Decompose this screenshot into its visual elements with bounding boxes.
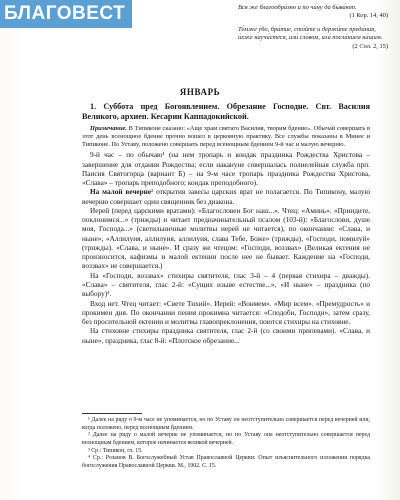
site-logo[interactable]: БЛАГОВЕСТ xyxy=(0,0,132,28)
footnote-2: ² Далее на ряду о малой вечерне не упоминается, но по Уставу она неотступительно совершается перед всенощным бдением, которое начинается великой вечерней. xyxy=(82,432,370,447)
footnote-1: ¹ Далее на ряду о 9-м часе не упоминается, но по Уставу он неотступительно совершается перед вечерней или, когда положено, перед всенощным бдением. xyxy=(82,417,370,431)
footnotes xyxy=(82,417,370,471)
paragraph-priest: Иерей (перед царскими вратами): «Благословен Бог наш...». Чтец: «Аминь». «Приидите, поклонимся...» (трижды) и читает предначинательный псалом (103-й): «Благослови, душе моя, Господа...» (светильничные молитвы иерей не читается), по окончании: «Слава, и ныне», «Аллилуия, аллилуия, аллилуия, слава Тебе, Боже» (трижды), «Господи, помилуй» (трижды). «Слава, и ныне». И сразу же чтецом: «Господи, воззвах» (Великая ектения не произносится, кафизмы и малой ектении после нее не бывает. Каждение на «Господи, воззвах» не совершается.) xyxy=(82,206,370,271)
service-text xyxy=(82,102,370,346)
month-heading: ЯНВАРЬ xyxy=(179,87,221,97)
epigraph-quote-2: Те́мже у́бо, бра́тие, сто́йте и держи́те преда́ния, и́хже научи́стеся, или́ сло́вом, или́ посла́нием на́шим. xyxy=(238,25,383,42)
paragraph-aposticha: На стиховне стихиры праздника святителя, глас 2-й (со своими припевами). «Слава, и ныне», праздника, глас 8-й: «Плотское обрезание... xyxy=(82,327,370,345)
footnote-4: ⁴ Ср.: Розанов В. Богослужебный Устав Православной Церкви: Опыт изъяснительного изложения порядка богослужения Православной Церкви. М., 1902. С. 15. xyxy=(82,455,370,470)
epigraph-reference-2: (2 Сол. 2, 15) xyxy=(352,42,388,50)
epigraph xyxy=(238,4,388,56)
footnote-3: ³ Ср.: Типикон, гл. 15. xyxy=(88,447,143,454)
paragraph-ninth-hour: 9-й час – по обычаю¹ (на нем тропарь и кондак праздника Рождества Христова – завершение для отдания Рождества; если накануне совершалась полиелейная служба прп. Паисия Святогорца (вариант Б) – на 9-м часе тропарь праздника Рождества Христова, «Слава» – тропарь преподобного; кондак преподобного). xyxy=(82,151,370,188)
service-title: 1. Суббота пред Богоявлением. Обрезание Господне. Свт. Василия Великого, архиеп. Кесарии Каппадокийской. xyxy=(82,102,370,121)
small-vespers-lead: На малой вечерне xyxy=(90,188,152,197)
footnote-divider xyxy=(82,413,142,414)
paragraph-lord-i-call: На «Господи, воззвах» стихиры святителя, глас 3-й – 4 (первая стихира – дважды). «Слава» – святителя, глас 2-й: «Сущих изыве естестве...», «И ныне» – праздника (по выбору)³. xyxy=(82,271,370,299)
epigraph-reference-1: (1 Кор. 14, 40) xyxy=(349,12,388,20)
note-text: В Типиконе сказано: «Аще храм святаго Василия, творим бдение». Обычай совершать в этот день всенощное бдение прочно вошел в церковную практику. Все службы показаны в Минее и Типиконе. По Уставу, положено совершать перед всенощным бдением 9-й час и малую вечерню. xyxy=(82,124,370,149)
epigraph-quote-1: Вся же благообра́зно и по чи́ну да быва́ют. xyxy=(238,4,357,11)
paragraph-small-vespers xyxy=(82,188,370,207)
note-label: Примечание. xyxy=(90,124,127,132)
paragraph-entrance: Вход нет. Чтец читает: «Свете Тихий». Иерей: «Вонмем». «Мир всем». «Премудрость» и прокимен дня. По окончании пения прокимна читается: «Сподоби, Господи», затем сразу, без просительной ектении и молитвы главопреклонения, поются стихиры на стиховне. xyxy=(82,299,370,327)
note-paragraph xyxy=(82,125,370,150)
small-vespers-text: ² открытия завесы царских врат не полагается. По Типикону, малую вечерню совершает один священник без диакона. xyxy=(82,188,370,206)
